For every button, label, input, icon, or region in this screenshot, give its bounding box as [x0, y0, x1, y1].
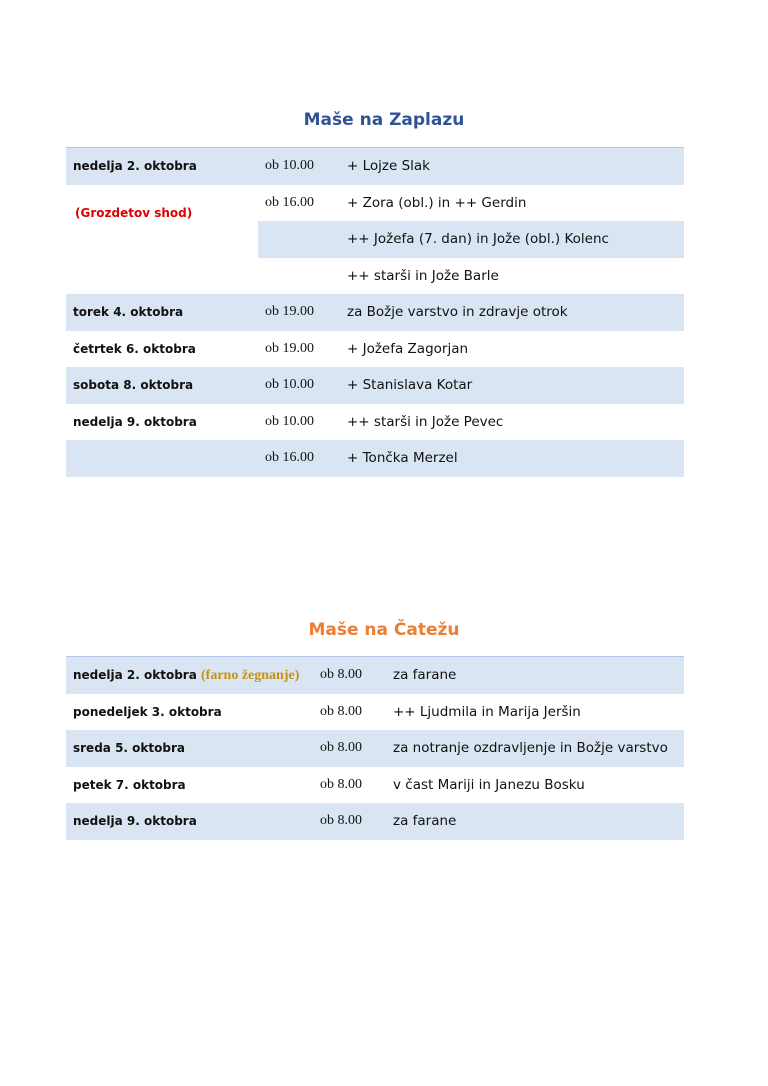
- time-cell: ob 16.00: [265, 450, 314, 465]
- feast-note: (farno žegnanje): [201, 668, 300, 683]
- intention-cell: ++ Jožefa (7. dan) in Jože (obl.) Kolenc: [347, 231, 609, 247]
- intention-cell: v čast Mariji in Janezu Bosku: [393, 776, 585, 793]
- table-row: [66, 440, 684, 477]
- intention-cell: + Stanislava Kotar: [347, 377, 473, 393]
- table-row: [66, 694, 684, 731]
- intention-cell: ++ Ljudmila in Marija Jeršin: [393, 703, 581, 720]
- day-cell: sobota 8. oktobra: [73, 378, 194, 392]
- table-row: [66, 148, 684, 185]
- time-cell: ob 8.00: [320, 667, 362, 682]
- table-row: [66, 258, 684, 295]
- time-cell: ob 19.00: [265, 340, 314, 356]
- intention-cell: za farane: [393, 813, 457, 829]
- intention-cell: ++ starši in Jože Barle: [347, 267, 499, 284]
- table-row: [66, 730, 684, 767]
- event-label: (Grozdetov shod): [75, 206, 193, 220]
- day-cell: ponedeljek 3. oktobra: [73, 704, 222, 719]
- time-cell: ob 8.00: [320, 776, 362, 792]
- intention-cell: + Lojze Slak: [347, 158, 430, 174]
- time-cell: ob 10.00: [265, 377, 314, 392]
- time-cell: ob 19.00: [265, 304, 314, 319]
- day-cell: nedelja 9. oktobra: [73, 814, 197, 828]
- day-cell: četrtek 6. oktobra: [73, 341, 196, 356]
- zaplaz-title: Maše na Zaplazu: [303, 110, 465, 130]
- intention-cell: za Božje varstvo in zdravje otrok: [347, 304, 568, 320]
- intention-cell: za farane: [393, 667, 457, 683]
- table-row: [66, 221, 684, 258]
- intention-cell: + Tončka Merzel: [347, 450, 458, 466]
- table-row: [66, 767, 684, 804]
- table-row: [66, 294, 684, 331]
- intention-cell: za notranje ozdravljenje in Božje varstvo: [393, 740, 668, 756]
- time-cell: ob 8.00: [320, 740, 362, 755]
- time-cell: ob 8.00: [320, 703, 362, 719]
- catez-schedule-table: [66, 656, 684, 840]
- day-cell: torek 4. oktobra: [73, 305, 184, 319]
- day-cell: petek 7. oktobra: [73, 777, 186, 792]
- catez-title: Maše na Čatežu: [308, 620, 460, 640]
- time-cell: ob 10.00: [265, 158, 314, 173]
- intention-cell: ++ starši in Jože Pevec: [347, 413, 504, 430]
- table-row: [66, 367, 684, 404]
- time-cell: ob 16.00: [265, 194, 314, 210]
- table-row: [66, 404, 684, 441]
- day-cell: nedelja 2. oktobra: [73, 159, 197, 173]
- time-cell: ob 8.00: [320, 813, 362, 828]
- day-cell: sreda 5. oktobra: [73, 741, 185, 755]
- time-cell: ob 10.00: [265, 413, 314, 429]
- day-text: nedelja 2. oktobra: [73, 668, 197, 682]
- intention-cell: + Jožefa Zagorjan: [347, 340, 469, 357]
- day-cell: nedelja 9. oktobra: [73, 414, 197, 429]
- day-cell: [73, 657, 299, 694]
- intention-cell: + Zora (obl.) in ++ Gerdin: [347, 194, 527, 211]
- table-row: [66, 657, 684, 694]
- table-row: [66, 331, 684, 368]
- zaplaz-schedule-table: [66, 147, 684, 477]
- table-row: [66, 803, 684, 840]
